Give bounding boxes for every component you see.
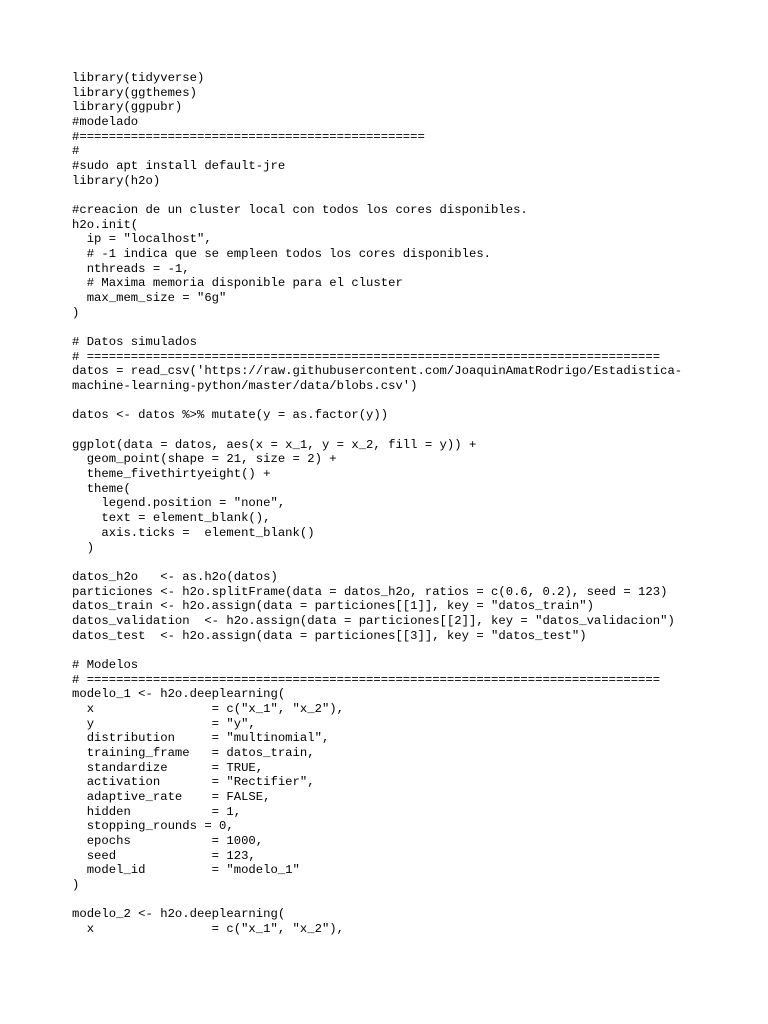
code-line: hidden = 1,: [72, 804, 242, 819]
code-line: y = "y",: [72, 716, 256, 731]
code-line: machine-learning-python/master/data/blobs.csv'): [72, 379, 418, 394]
code-line: datos_h2o <- as.h2o(datos): [72, 569, 278, 584]
code-line: activation = "Rectifier",: [72, 775, 315, 790]
code-line: # Datos simulados: [72, 335, 197, 350]
code-line: [72, 423, 732, 438]
code-line: #===============================================: [72, 129, 425, 144]
code-line: legend.position = "none",: [72, 496, 286, 511]
code-line: # -1 indica que se empleen todos los cores disponibles.: [72, 247, 492, 262]
code-line: distribution = "multinomial",: [72, 731, 330, 746]
code-line: stopping_rounds = 0,: [72, 819, 234, 834]
code-line: [72, 394, 732, 409]
code-line: #creacion de un cluster local con todos los cores disponibles.: [72, 203, 528, 218]
code-line: theme_fivethirtyeight() +: [72, 467, 271, 482]
code-line: library(tidyverse): [72, 71, 205, 85]
code-line: text = element_blank(),: [72, 511, 271, 526]
code-line: [72, 320, 732, 335]
code-line: axis.ticks = element_blank(): [72, 525, 315, 540]
code-line: x = c("x_1", "x_2"),: [72, 701, 344, 716]
code-line: max_mem_size = "6g": [72, 291, 227, 306]
code-line: # ==============================================================================: [72, 349, 661, 364]
code-line: model_id = "modelo_1": [72, 863, 300, 878]
code-line: library(ggpubr): [72, 100, 183, 115]
code-line: modelo_2 <- h2o.deeplearning(: [72, 907, 286, 922]
code-line: h2o.init(: [72, 217, 139, 232]
code-line: training_frame = datos_train,: [72, 745, 315, 760]
code-line: particiones <- h2o.splitFrame(data = datos_h2o, ratios = c(0.6, 0.2), seed = 123): [72, 584, 668, 599]
code-line: #sudo apt install default-jre: [72, 159, 286, 174]
code-line: datos_train <- h2o.assign(data = particiones[[1]], key = "datos_train"): [72, 599, 594, 614]
code-line: nthreads = -1,: [72, 261, 190, 276]
code-line: [72, 555, 732, 570]
code-line: ggplot(data = datos, aes(x = x_1, y = x_2, fill = y)) +: [72, 437, 477, 452]
code-line: ): [72, 305, 80, 320]
code-line: theme(: [72, 481, 131, 496]
code-line: [72, 893, 732, 908]
code-line: library(ggthemes): [72, 85, 197, 100]
code-line: datos = read_csv('https://raw.githubusercontent.com/JoaquinAmatRodrigo/Estadistica-: [72, 364, 683, 379]
code-line: # Modelos: [72, 657, 139, 672]
code-listing: [72, 71, 732, 937]
code-line: datos_validation <- h2o.assign(data = particiones[[2]], key = "datos_validacion"): [72, 613, 675, 628]
code-line: datos_test <- h2o.assign(data = particiones[[3]], key = "datos_test"): [72, 628, 587, 643]
code-line: geom_point(shape = 21, size = 2) +: [72, 452, 337, 467]
code-line: standardize = TRUE,: [72, 760, 264, 775]
code-line: seed = 123,: [72, 848, 256, 863]
code-line: ip = "localhost",: [72, 232, 212, 247]
code-line: [72, 188, 732, 203]
code-line: #: [72, 144, 80, 159]
code-line: x = c("x_1", "x_2"),: [72, 921, 344, 936]
code-line: # Maxima memoria disponible para el cluster: [72, 276, 403, 291]
code-line: adaptive_rate = FALSE,: [72, 789, 271, 804]
code-line: epochs = 1000,: [72, 833, 264, 848]
code-line: ): [72, 540, 95, 555]
code-line: ): [72, 877, 80, 892]
code-line: [72, 643, 732, 658]
code-line: library(h2o): [72, 173, 161, 188]
code-line: #modelado: [72, 115, 139, 130]
code-line: datos <- datos %>% mutate(y = as.factor(y)): [72, 408, 389, 423]
code-line: # ==============================================================================: [72, 672, 661, 687]
code-line: modelo_1 <- h2o.deeplearning(: [72, 687, 286, 702]
